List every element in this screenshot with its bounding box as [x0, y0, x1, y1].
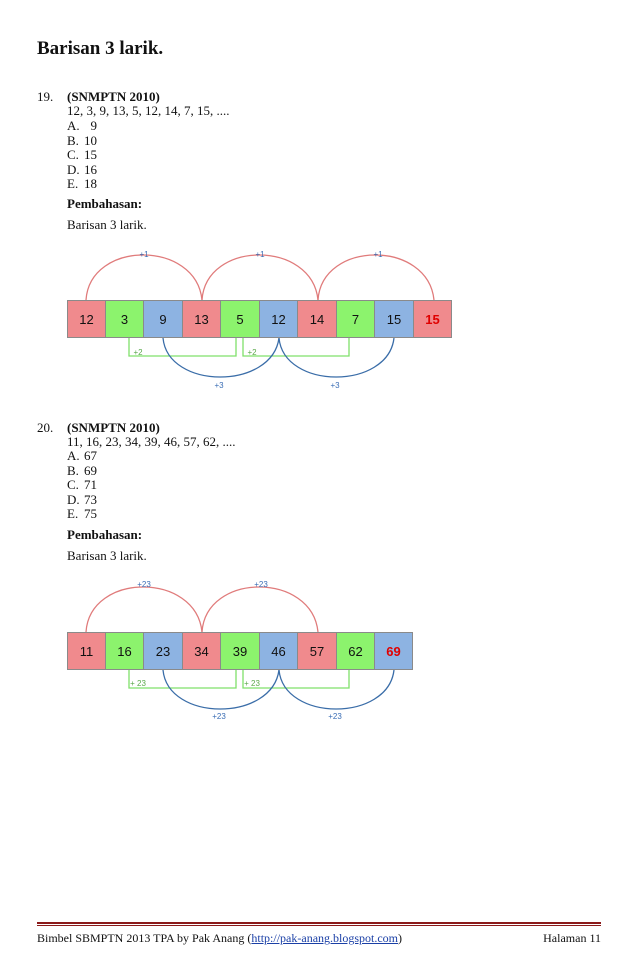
q19-option-d: D. 16 — [67, 162, 97, 177]
page-heading: Barisan 3 larik. — [37, 38, 164, 59]
q19-blue-label-1: +3 — [214, 381, 224, 390]
q20-discussion-text: Barisan 3 larik. — [67, 548, 147, 563]
q19-top-arc-2 — [202, 255, 318, 300]
q20-box-6: 46 — [259, 632, 298, 670]
q20-option-c: C. 71 — [67, 477, 97, 492]
q20-number: 20. — [37, 420, 54, 435]
q19-top-label-2: +1 — [255, 250, 265, 259]
q20-box-4: 34 — [182, 632, 221, 670]
q20-box-1: 11 — [67, 632, 106, 670]
q20-box-8: 62 — [336, 632, 375, 670]
footer-credit: Bimbel SBMPTN 2013 TPA by Pak Anang (http://pak-anang.blogspot.com) — [37, 931, 403, 945]
q20-blue-arc-1 — [163, 670, 279, 709]
q19-option-c: C. 15 — [67, 147, 97, 162]
q19-box-answer: 15 — [413, 300, 452, 338]
q20-top-label-2: +23 — [254, 580, 268, 589]
q20-option-b: B. 69 — [67, 463, 97, 478]
q19-top-label-1: +1 — [139, 250, 149, 259]
q20-green-label-2: + 23 — [244, 679, 260, 688]
q19-box-7: 14 — [297, 300, 337, 338]
q20-box-answer: 69 — [374, 632, 413, 670]
q19-option-b: B. 10 — [67, 133, 97, 148]
q19-blue-label-2: +3 — [330, 381, 340, 390]
q19-discussion-text: Barisan 3 larik. — [67, 217, 147, 232]
q19-box-9: 15 — [374, 300, 414, 338]
q20-top-arc-2 — [202, 587, 318, 632]
q19-sequence: 12, 3, 9, 13, 5, 12, 14, 7, 15, .... — [67, 103, 230, 118]
q19-green-bracket-1 — [129, 338, 236, 356]
q19-top-label-3: +1 — [373, 250, 383, 259]
q19-green-bracket-2 — [243, 338, 349, 356]
q19-green-label-2: +2 — [247, 348, 257, 357]
q20-top-label-1: +23 — [137, 580, 151, 589]
q20-box-3: 23 — [143, 632, 183, 670]
q19-box-3: 9 — [143, 300, 183, 338]
q19-top-arc-3 — [318, 255, 434, 300]
q19-box-1: 12 — [67, 300, 106, 338]
q19-box-8: 7 — [336, 300, 375, 338]
q20-box-2: 16 — [105, 632, 144, 670]
q20-discussion-label: Pembahasan: — [67, 527, 143, 542]
q20-option-a: A. 67 — [67, 448, 97, 463]
q19-number: 19. — [37, 89, 54, 104]
q20-box-5: 39 — [220, 632, 260, 670]
footer-rule — [37, 922, 601, 924]
q19-box-4: 13 — [182, 300, 221, 338]
q19-option-e: E. 18 — [67, 176, 97, 191]
q19-blue-arc-2 — [279, 338, 394, 377]
q20-blue-arc-2 — [279, 670, 394, 709]
q19-option-a: A. 9 — [67, 118, 97, 133]
q20-blue-label-2: +23 — [328, 712, 342, 721]
q20-option-d: D. 73 — [67, 492, 97, 507]
footer-rule-thin — [37, 925, 601, 926]
q19-blue-arc-1 — [163, 338, 279, 377]
q19-discussion-label: Pembahasan: — [67, 196, 143, 211]
q19-box-2: 3 — [105, 300, 144, 338]
footer-page-number: Halaman 11 — [543, 931, 601, 945]
q20-blue-label-1: +23 — [212, 712, 226, 721]
q19-top-arc-1 — [86, 255, 202, 300]
q20-title: (SNMPTN 2010) — [67, 420, 160, 435]
q20-option-e: E. 75 — [67, 506, 97, 521]
q20-green-label-1: + 23 — [130, 679, 146, 688]
q19-diagram — [0, 240, 638, 400]
q20-box-7: 57 — [297, 632, 337, 670]
q20-top-arc-1 — [86, 587, 202, 632]
q19-green-label-1: +2 — [133, 348, 143, 357]
footer-link[interactable]: http://pak-anang.blogspot.com — [251, 931, 399, 945]
q19-box-6: 12 — [259, 300, 298, 338]
q20-diagram — [0, 572, 638, 732]
q20-sequence: 11, 16, 23, 34, 39, 46, 57, 62, .... — [67, 434, 236, 449]
q19-title: (SNMPTN 2010) — [67, 89, 160, 104]
q19-box-5: 5 — [220, 300, 260, 338]
